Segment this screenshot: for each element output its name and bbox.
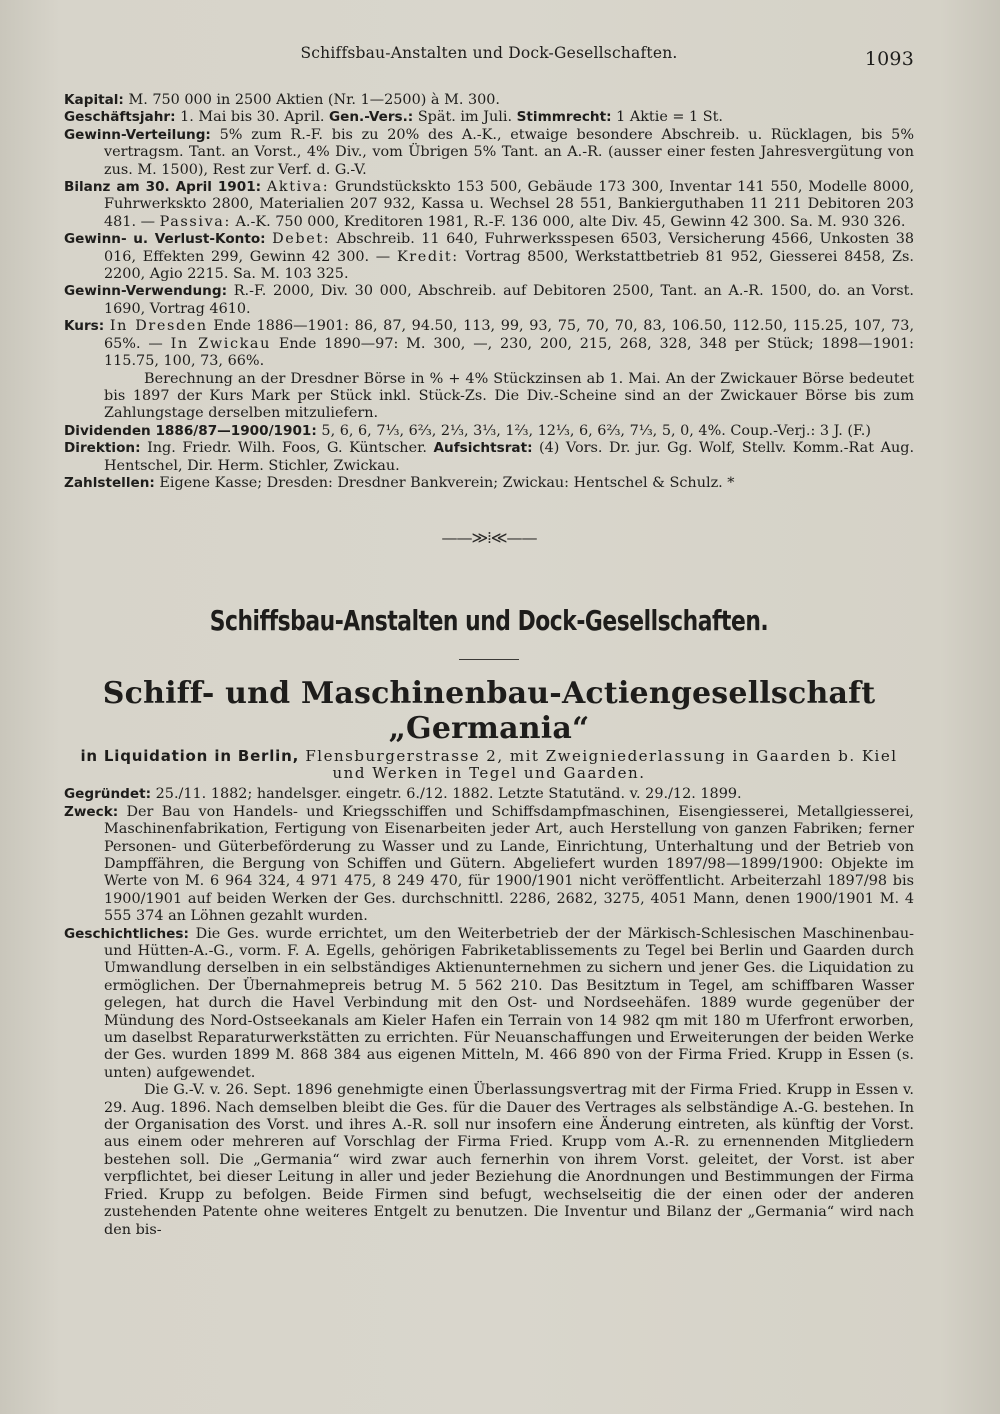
kapital-text: M. 750 000 in 2500 Aktien (Nr. 1—2500) à M. 300. (128, 92, 501, 108)
previous-company-entry (64, 92, 914, 492)
passiva-text: A.-K. 750 000, Kreditoren 1981, R.-F. 136 000, alte Div. 45, Gewinn 42 300. Sa. M. 930 326. (235, 213, 906, 230)
vertrag-paragraph: Die G.-V. v. 26. Sept. 1896 genehmigte einen Überlassungsvertrag mit der Firma Fried. Krupp in Essen v. 29. Aug. 1896. Nach demselben bleibt die Ges. für die Dauer des Vertrages als selbständige A.-G. bestehen. In der Organisation des Vorst. und ihres A.-R. soll nur insofern eine Änderung eintreten, als künftig der Vorst. aus einem oder mehreren auf Vorschlag der Firma Fried. Krupp vom A.-R. zu ernennenden Mitgliedern bestehen soll. Die „Germania“ wird zwar auch fernerhin von ihrem Vorst. geleitet, der Vorst. ist aber verpflichtet, bei dieser Leitung in aller und jeder Beziehung die Anordnungen und Bestimmungen der Firma Fried. Krupp zu befolgen. Beide Firmen sind befugt, wechselseitig die der einen oder der anderen zustehenden Patente ohne weiteres Entgelt zu benutzen. Die Inventur und Bilanz der „Germania“ wird nach den bis- (104, 1082, 914, 1238)
zweck-text: Der Bau von Handels- und Kriegsschiffen und Schiffsdampfmaschinen, Eisengiesserei, Metallgiesserei, Maschinenfabrikation, Fertigung von Eisenarbeiten jeder Art, auch Herstellung von ganzen Fabriken; ferner Personen- und Güterbeförderung zu Wasser und zu Lande, Einrichtung, Unterhaltung und der Betrieb von Dampffähren, die Bergung von Schiffen und Gütern. Abgeliefert wurden 1897/98—1899/1900: Objekte im Werte von M. 6 964 324, 4 971 475, 8 249 470, für 1900/1901 nicht veröffentlicht. Arbeiterzahl 1897/98 bis 1900/1901 auf beiden Werken der Ges. durchschnittl. 2286, 2682, 3275, 4051 Mann, denen 1900/1901 M. 4 555 374 an Löhnen gezahlt wurden. (104, 803, 914, 925)
bilanz-label: Bilanz am 30. April 1901: (64, 179, 262, 196)
gewinn-verlust-label: Gewinn- u. Verlust-Konto: (64, 231, 266, 248)
gewinn-verwendung-line (64, 283, 914, 318)
title-rule (459, 659, 519, 660)
kurs-line (64, 318, 914, 370)
page-number: 1093 (864, 48, 914, 70)
zahlstellen-text: Eigene Kasse; Dresden: Dresdner Bankverein; Zwickau: Hentschel & Schulz. * (159, 474, 735, 491)
gewinn-verteilung-text: 5% zum R.-F. bis zu 20% des A.-K., etwaige besondere Abschreib. u. Rücklagen, bis 5% vertragsm. Tant. an Vorst., 4% Div., vom Übrigen 5% Tant. an A.-R. (ausser einer festen Jahresvergütung von zus. M. 1500), Rest zur Verf. d. G.-V. (104, 126, 915, 178)
aufsichtsrat-text: (4) Vors. Dr. jur. Gg. Wolf, Stellv. Komm.-Rat Aug. Hentschel, Dir. Herm. Stichler, Zwickau. (104, 440, 915, 474)
ornament-divider: ——≫⁞≪—— (441, 528, 537, 548)
company-city: in Berlin, (214, 747, 300, 766)
gewinn-verteilung-label: Gewinn-Verteilung: (64, 126, 211, 143)
gegruendet-line (64, 786, 914, 803)
gewinn-verteilung-line (64, 127, 914, 179)
debet-text: Abschreib. 11 640, Fuhrwerksspesen 6503, Versicherung 4566, Unkosten 38 016, Effekten 299, Gewinn 42 300. — (104, 231, 915, 265)
running-head (64, 44, 914, 74)
direktion-label: Direktion: (64, 440, 141, 457)
aufsichtsrat-label: Aufsichtsrat: (433, 440, 533, 457)
direktion-line (64, 440, 914, 475)
gewinn-verlust-line (64, 231, 914, 283)
zweck-line (64, 804, 914, 926)
gen-vers-label: Gen.-Vers.: (328, 109, 414, 126)
section-title: Schiffsbau-Anstalten und Dock-Gesellschaften. (209, 604, 769, 638)
company-name: Schiff- und Maschinenbau-Actiengesellschaft „Germania“ (102, 676, 876, 747)
kurs-zwickau-text: Ende 1890—97: M. 300, —, 230, 200, 215, 268, 328, 348 per Stück; 1898—1901: 115.75, 100, 73, 66%. (104, 335, 915, 370)
germania-entry (64, 786, 914, 1239)
bilanz-line (64, 179, 914, 231)
gegruendet-label: Gegründet: (64, 786, 152, 803)
zahlstellen-line (64, 475, 914, 492)
zweck-label: Zweck: (64, 803, 119, 820)
company-address: Flensburgerstrasse 2, mit Zweigniederlassung in Gaarden b. Kiel und Werken in Tegel und Gaarden. (305, 747, 898, 783)
zahlstellen-label: Zahlstellen: (64, 474, 155, 491)
kapital-line (64, 92, 914, 109)
gegruendet-text: 25./11. 1882; handelsger. eingetr. 6./12. 1882. Letzte Statutänd. v. 29./12. 1899. (155, 786, 742, 803)
dividenden-label: Dividenden 1886/87—1900/1901: (64, 422, 317, 439)
running-title: Schiffsbau-Anstalten und Dock-Gesellschaften. (300, 44, 678, 62)
kurs-dresden-text: Ende 1886—1901: 86, 87, 94.50, 113, 99, 93, 75, 70, 70, 83, 106.50, 112.50, 115.25, 107, 73, 65%. — (104, 318, 915, 352)
gewinn-verwendung-label: Gewinn-Verwendung: (64, 283, 228, 300)
kurs-zwickau-label: In Zwickau (170, 335, 271, 352)
debet-label: Debet: (272, 231, 331, 248)
kurs-dresden-label: In Dresden (109, 318, 208, 335)
kurs-label: Kurs: (64, 318, 105, 335)
liquidation-status: in Liquidation (80, 747, 209, 766)
geschichtliches-text: Die Ges. wurde errichtet, um den Weiterbetrieb der der Märkisch-Schlesischen Maschinenbau- und Hütten-A.-G., vorm. F. A. Egells, gehörigen Fabriketablissements zu Tegel bei Berlin und Gaarden durch Umwandlung derselben in ein selbständiges Aktienunternehmen zu sichern und jener Ges. die Liquidation zu ermöglichen. Der Übernahmepreis betrug M. 5 562 210. Das Besitztum in Tegel, am schiffbaren Wasser gelegen, hat durch die Havel Verbindung mit den Ost- und Nordseehäfen. 1889 wurde gegenüber der Mündung des Nord-Ostseekanals am Kieler Hafen ein Terrain von 14 982 qm mit 180 m Uferfront erworben, um daselbst Reparaturwerkstätten zu errichten. Für Neuanschaffungen und Erweiterungen der beiden Werke der Ges. wurden 1899 M. 868 384 aus eigenen Mitteln, M. 466 890 von der Firma Fried. Krupp in Essen (s. unten) aufgewendet. (104, 925, 914, 1081)
aktiva-label: Aktiva: (266, 179, 330, 196)
geschichtliches-label: Geschichtliches: (64, 925, 189, 942)
dividenden-text: 5, 6, 6, 7⅓, 6⅔, 2⅓, 3⅓, 1⅔, 12⅓, 6, 6⅔, 7⅓, 5, 0, 4%. Coup.-Verj.: 3 J. (F.) (321, 422, 871, 439)
aktiva-text: Grundstückskto 153 500, Gebäude 173 300, Inventar 141 550, Modelle 8000, Fuhrwerkskto 2800, Materialien 207 932, Kassa u. Wechsel 28 551, Bankierguthaben 11 211 Debitoren 203 481. — (104, 179, 915, 230)
company-subtitle (64, 748, 914, 782)
stimmrecht-text: 1 Aktie = 1 St. (616, 109, 723, 126)
kredit-text: Vortrag 8500, Werkstattbetrieb 81 952, Giesserei 8458, Zs. 2200, Agio 2215. Sa. M. 103 325. (104, 248, 915, 283)
stimmrecht-label: Stimmrecht: (516, 109, 612, 126)
dividenden-line (64, 423, 914, 440)
kredit-label: Kredit: (396, 248, 459, 265)
geschaeftsjahr-line (64, 109, 914, 126)
gewinn-verwendung-text: R.-F. 2000, Div. 30 000, Abschreib. auf Debitoren 2500, Tant. an A.-R. 1500, do. an Vorst. 1690, Vortrag 4610. (104, 283, 914, 317)
geschaeftsjahr-text: 1. Mai bis 30. April. (180, 109, 325, 126)
kapital-label: Kapital: (64, 92, 124, 108)
kurs-note: Berechnung an der Dresdner Börse in % + 4% Stückzinsen ab 1. Mai. An der Zwickauer Börse bedeutet bis 1897 der Kurs Mark per Stück inkl. Stück-Zs. Die Div.-Scheine sind an der Zwickauer Börse bis zum Zahlungstage derselben mitzuliefern. (104, 370, 914, 422)
direktion-text: Ing. Friedr. Wilh. Foos, G. Küntscher. (147, 440, 427, 457)
geschichtliches-line (64, 926, 914, 1083)
geschaeftsjahr-label: Geschäftsjahr: (64, 109, 176, 126)
gen-vers-text: Spät. im Juli. (417, 109, 513, 126)
passiva-label: Passiva: (159, 213, 231, 230)
